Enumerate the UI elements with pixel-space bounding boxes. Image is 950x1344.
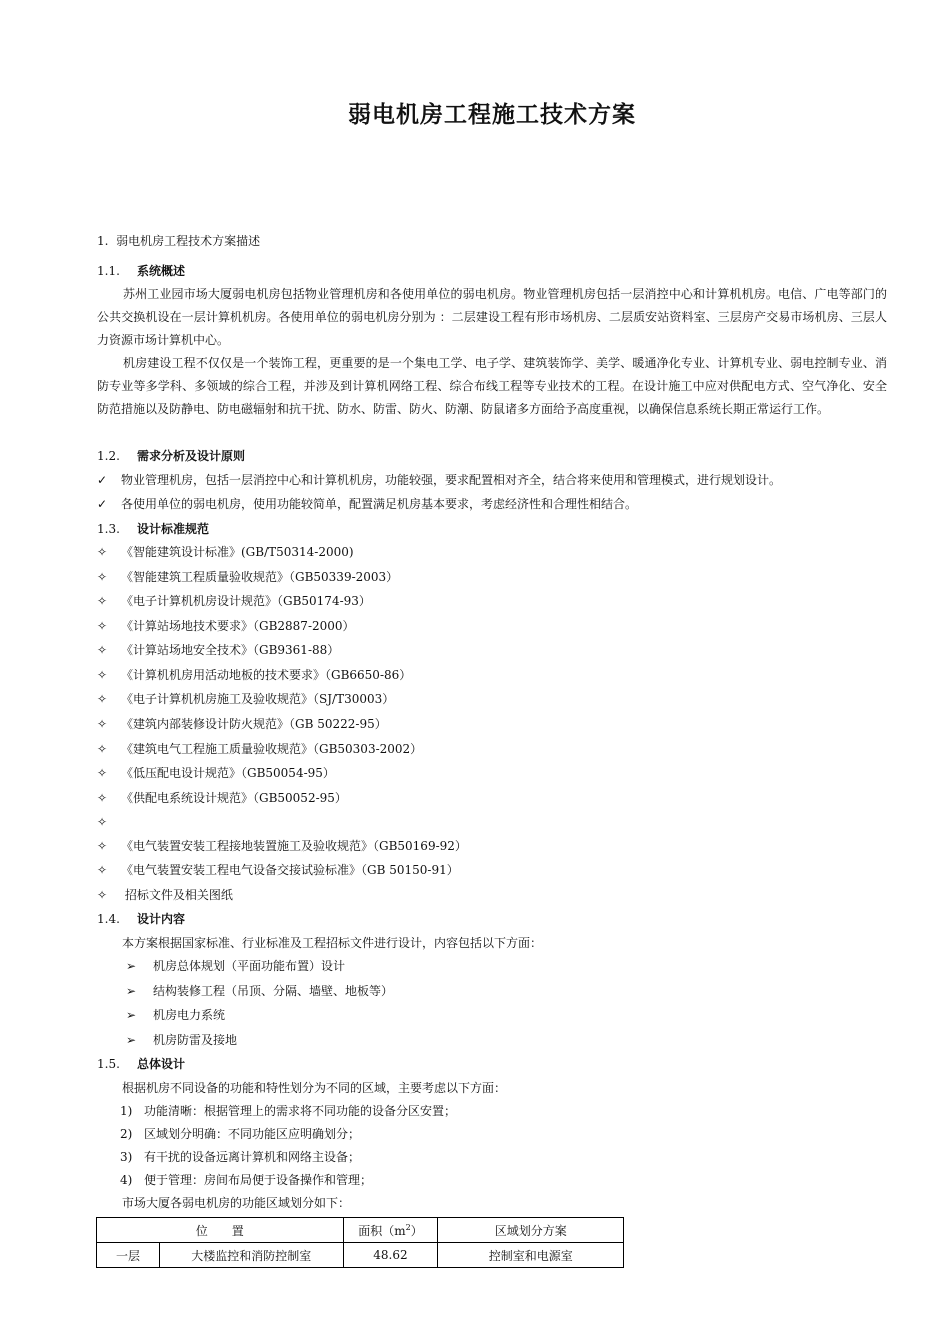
sparkle-icon: ✧ [97,839,108,853]
standard-item [97,642,339,658]
standard-text: 招标文件及相关图纸 [121,888,233,902]
standard-text: 《电气装置安装工程电气设备交接试验标准》（GB 50150-91） [121,863,459,877]
list-item-text: 各使用单位的弱电机房，使用功能较简单，配置满足机房基本要求，考虑经济性和合理性相结合。 [121,497,638,511]
section-number: 1.1. [97,264,120,278]
sparkle-icon: ✧ [97,619,108,633]
section-title: 总体设计 [137,1057,186,1071]
list-number: 2) [120,1127,133,1141]
section-title: 需求分析及设计原则 [137,449,246,463]
sparkle-icon: ✧ [97,888,108,902]
standard-item [97,887,233,903]
standard-item [97,814,121,830]
sparkle-icon: ✧ [97,570,108,584]
standard-item [97,741,422,757]
standard-item [97,544,354,560]
sparkle-icon: ✧ [97,692,108,706]
cell-area: 48.62 [343,1243,438,1268]
standard-text: 《计算站场地技术要求》（GB2887-2000） [121,619,355,633]
standard-text: 《智能建筑设计标准》(GB/T50314-2000) [121,545,354,559]
list-item-text: 便于管理：房间布局便于设备操作和管理； [144,1173,373,1187]
sparkle-icon: ✧ [97,766,108,780]
section-title: 设计标准规范 [137,522,210,536]
section-title: 设计内容 [137,912,186,926]
list-item-text: 机房电力系统 [153,1008,226,1022]
standard-text: 《计算机机房用活动地板的技术要求》（GB6650-86） [121,668,412,682]
list-item-text: 结构装修工程（吊顶、分隔、墙壁、地板等） [153,984,394,998]
list-item-text: 区域划分明确：不同功能区应明确划分； [144,1127,361,1141]
standard-item [97,691,394,707]
cell-plan: 控制室和电源室 [438,1243,624,1268]
list-item-text: 物业管理机房，包括一层消控中心和计算机机房，功能较强，要求配置相对齐全，结合将来使用和管理模式，进行规划设计。 [121,473,782,487]
list-item-text: 机房总体规划（平面功能布置）设计 [153,959,346,973]
standard-item [97,593,371,609]
design-content-intro: 本方案根据国家标准、行业标准及工程招标文件进行设计，内容包括以下方面： [122,936,543,950]
area-division-table [96,1217,624,1268]
standard-text: 《低压配电设计规范》（GB50054-95） [121,766,335,780]
cell-floor: 一层 [97,1243,160,1268]
list-item [126,958,345,974]
sparkle-icon: ✧ [97,717,108,731]
sparkle-icon: ✧ [97,863,108,877]
overview-paragraph-2: 机房建设工程不仅仅是一个装饰工程，更重要的是一个集电工学、电子学、建筑装饰学、美学、暖通净化专业、计算机专业、弱电控制专业、消防专业等多学科、多领域的综合工程，并涉及到计算机网络工程、综合布线工程等专业技术的工程。在设计施工中应对供配电方式、空气净化、安全防范措施以及防静电、防电磁辐射和抗干扰、防水、防雷、防火、防潮、防鼠诸多方面给予高度重视，以确保信息系统长期正常运行工作。 [97,356,887,416]
header-plan: 区域划分方案 [438,1218,624,1243]
sparkle-icon: ✧ [97,815,108,829]
standard-item [97,790,347,806]
list-number: 1) [120,1104,133,1118]
standard-text: 《智能建筑工程质量验收规范》（GB50339-2003） [121,570,399,584]
header-area: 面积$(m^2)$ [343,1218,438,1243]
standard-item [97,618,355,634]
standard-item [97,765,335,781]
standard-item [97,569,398,585]
list-item [120,1126,360,1142]
section-number: 1. [97,234,109,248]
section-1-1-heading [97,263,185,279]
arrow-bullet-icon: ➢ [126,959,137,973]
table-header-row [97,1218,624,1243]
standard-text: 《电子计算机机房施工及验收规范》（SJ/T30003） [121,692,395,706]
standard-item [97,862,459,878]
overall-design-intro: 根据机房不同设备的功能和特性划分为不同的区域，主要考虑以下方面： [122,1081,507,1095]
section-1-4-heading [97,911,185,927]
standard-text: 《计算站场地安全技术》（GB9361-88） [121,643,340,657]
standard-item [97,716,387,732]
standard-text: 《建筑电气工程施工质量验收规范》（GB50303-2002） [121,742,423,756]
sparkle-icon: ✧ [97,545,108,559]
list-item [126,983,393,999]
table-intro: 市场大厦各弱电机房的功能区域划分如下： [122,1196,351,1210]
check-icon: ✓ [97,473,108,487]
sparkle-icon: ✧ [97,791,108,805]
list-item [97,472,781,488]
standard-text: 《电气装置安装工程接地装置施工及验收规范》（GB50169-92） [121,839,467,853]
section-1-heading [97,233,260,249]
cell-room: 大楼监控和消防控制室 [159,1243,343,1268]
sparkle-icon: ✧ [97,594,108,608]
section-number: 1.2. [97,449,120,463]
list-item [126,1032,237,1048]
overview-paragraph-1: 苏州工业园市场大厦弱电机房包括物业管理机房和各使用单位的弱电机房。物业管理机房包括一层消控中心和计算机机房。电信、广电等部门的公共交换机设在一层计算机机房。各使用单位的弱电机房分别为 ：二层建设工程有形市场机房、二层质安站资料室、三层房产交易市场机房、三层人力资源市场计算机中心。 [97,287,887,347]
list-item [97,496,637,512]
standard-item [97,667,411,683]
sparkle-icon: ✧ [97,643,108,657]
section-1-5-heading [97,1056,185,1072]
sparkle-icon: ✧ [97,742,108,756]
list-item [120,1103,456,1119]
list-item-text: 机房防雷及接地 [153,1033,238,1047]
list-item [126,1007,225,1023]
header-position: 位 置 [97,1218,344,1243]
arrow-bullet-icon: ➢ [126,984,137,998]
list-number: 4) [120,1173,133,1187]
arrow-bullet-icon: ➢ [126,1008,137,1022]
list-number: 3) [120,1150,133,1164]
page-title: 弱电机房工程施工技术方案 [348,102,636,128]
list-item-text: 功能清晰：根据管理上的需求将不同功能的设备分区安置； [144,1104,457,1118]
standard-text: 《建筑内部装修设计防火规范》（GB 50222-95） [121,717,387,731]
list-item [120,1149,360,1165]
check-icon: ✓ [97,497,108,511]
table-row [97,1243,624,1268]
section-1-3-heading [97,521,209,537]
standard-text: 《电子计算机机房设计规范》（GB50174-93） [121,594,371,608]
section-number: 1.3. [97,522,120,536]
section-number: 1.4. [97,912,120,926]
section-title: 弱电机房工程技术方案描述 [116,234,261,248]
list-item-text: 有干扰的设备远离计算机和网络主设备； [144,1150,361,1164]
list-item [120,1172,372,1188]
standard-text: 《供配电系统设计规范》（GB50052-95） [121,791,347,805]
section-number: 1.5. [97,1057,120,1071]
arrow-bullet-icon: ➢ [126,1033,137,1047]
standard-item [97,838,467,854]
sparkle-icon: ✧ [97,668,108,682]
overview-paragraphs [97,283,887,421]
section-title: 系统概述 [137,264,186,278]
section-1-2-heading [97,448,245,464]
